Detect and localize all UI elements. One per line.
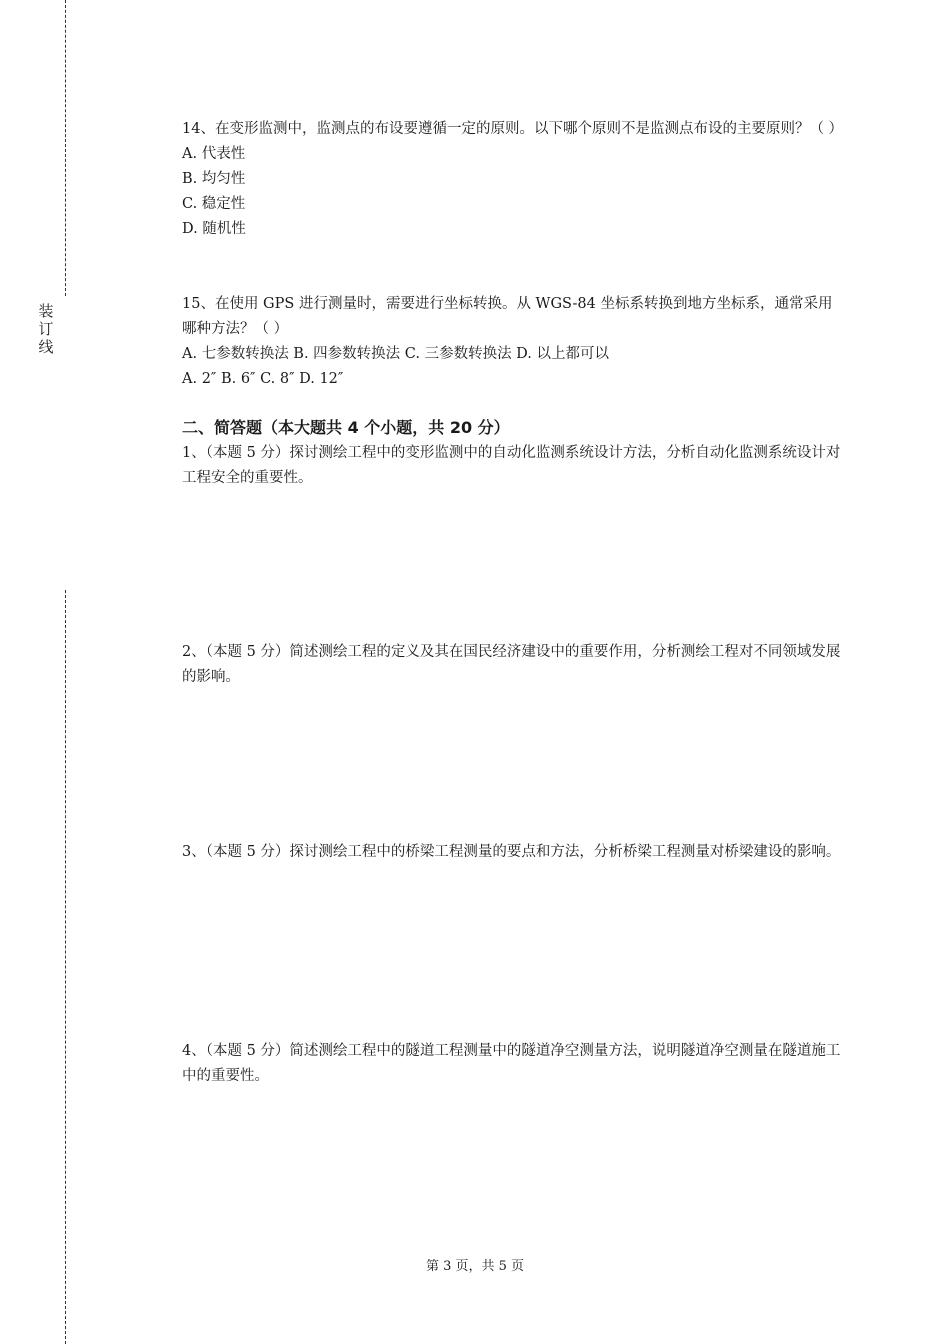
binding-line-top	[65, 0, 66, 296]
question-14	[182, 117, 842, 242]
binding-label-char: 线	[38, 338, 54, 356]
binding-line-label	[36, 302, 56, 356]
short-answer-question-3	[182, 840, 842, 865]
question-14-option-a: A. 代表性	[182, 146, 246, 162]
page-number: 第 3 页，共 5 页	[425, 1259, 525, 1274]
binding-label-char: 订	[38, 320, 54, 338]
question-15-options-line1: A. 七参数转换法 B. 四参数转换法 C. 三参数转换法 D. 以上都可以	[182, 346, 610, 362]
binding-label-char: 装	[38, 302, 54, 320]
section-title-short-answer: 二、简答题（本大题共 4 个小题，共 20 分）	[182, 418, 510, 437]
short-answer-question-2	[182, 640, 842, 690]
question-14-option-b: B. 均匀性	[182, 171, 246, 187]
question-15	[182, 292, 842, 392]
short-answer-question-text: 3、（本题 5 分）探讨测绘工程中的桥梁工程测量的要点和方法，分析桥梁工程测量对桥梁建设的影响。	[182, 844, 841, 860]
question-14-option-d: D. 随机性	[182, 221, 246, 237]
question-15-text: 15、在使用 GPS 进行测量时，需要进行坐标转换。从 WGS-84 坐标系转换到地方坐标系，通常采用哪种方法？（ ）	[182, 296, 833, 337]
short-answer-question-1	[182, 441, 842, 491]
binding-line-bottom	[65, 590, 66, 1344]
short-answer-question-text: 2、（本题 5 分）简述测绘工程的定义及其在国民经济建设中的重要作用，分析测绘工程对不同领域发展的影响。	[182, 644, 841, 685]
short-answer-question-text: 4、（本题 5 分）简述测绘工程中的隧道工程测量中的隧道净空测量方法，说明隧道净空测量在隧道施工中的重要性。	[182, 1043, 841, 1084]
question-14-text: 14、在变形监测中，监测点的布设要遵循一定的原则。以下哪个原则不是监测点布设的主要原则？（ ）	[182, 121, 844, 137]
question-15-options-line2: A. 2″ B. 6″ C. 8″ D. 12″	[182, 371, 344, 387]
question-14-option-c: C. 稳定性	[182, 196, 246, 212]
short-answer-question-4	[182, 1039, 842, 1089]
short-answer-question-text: 1、（本题 5 分）探讨测绘工程中的变形监测中的自动化监测系统设计方法，分析自动化监测系统设计对工程安全的重要性。	[182, 445, 841, 486]
